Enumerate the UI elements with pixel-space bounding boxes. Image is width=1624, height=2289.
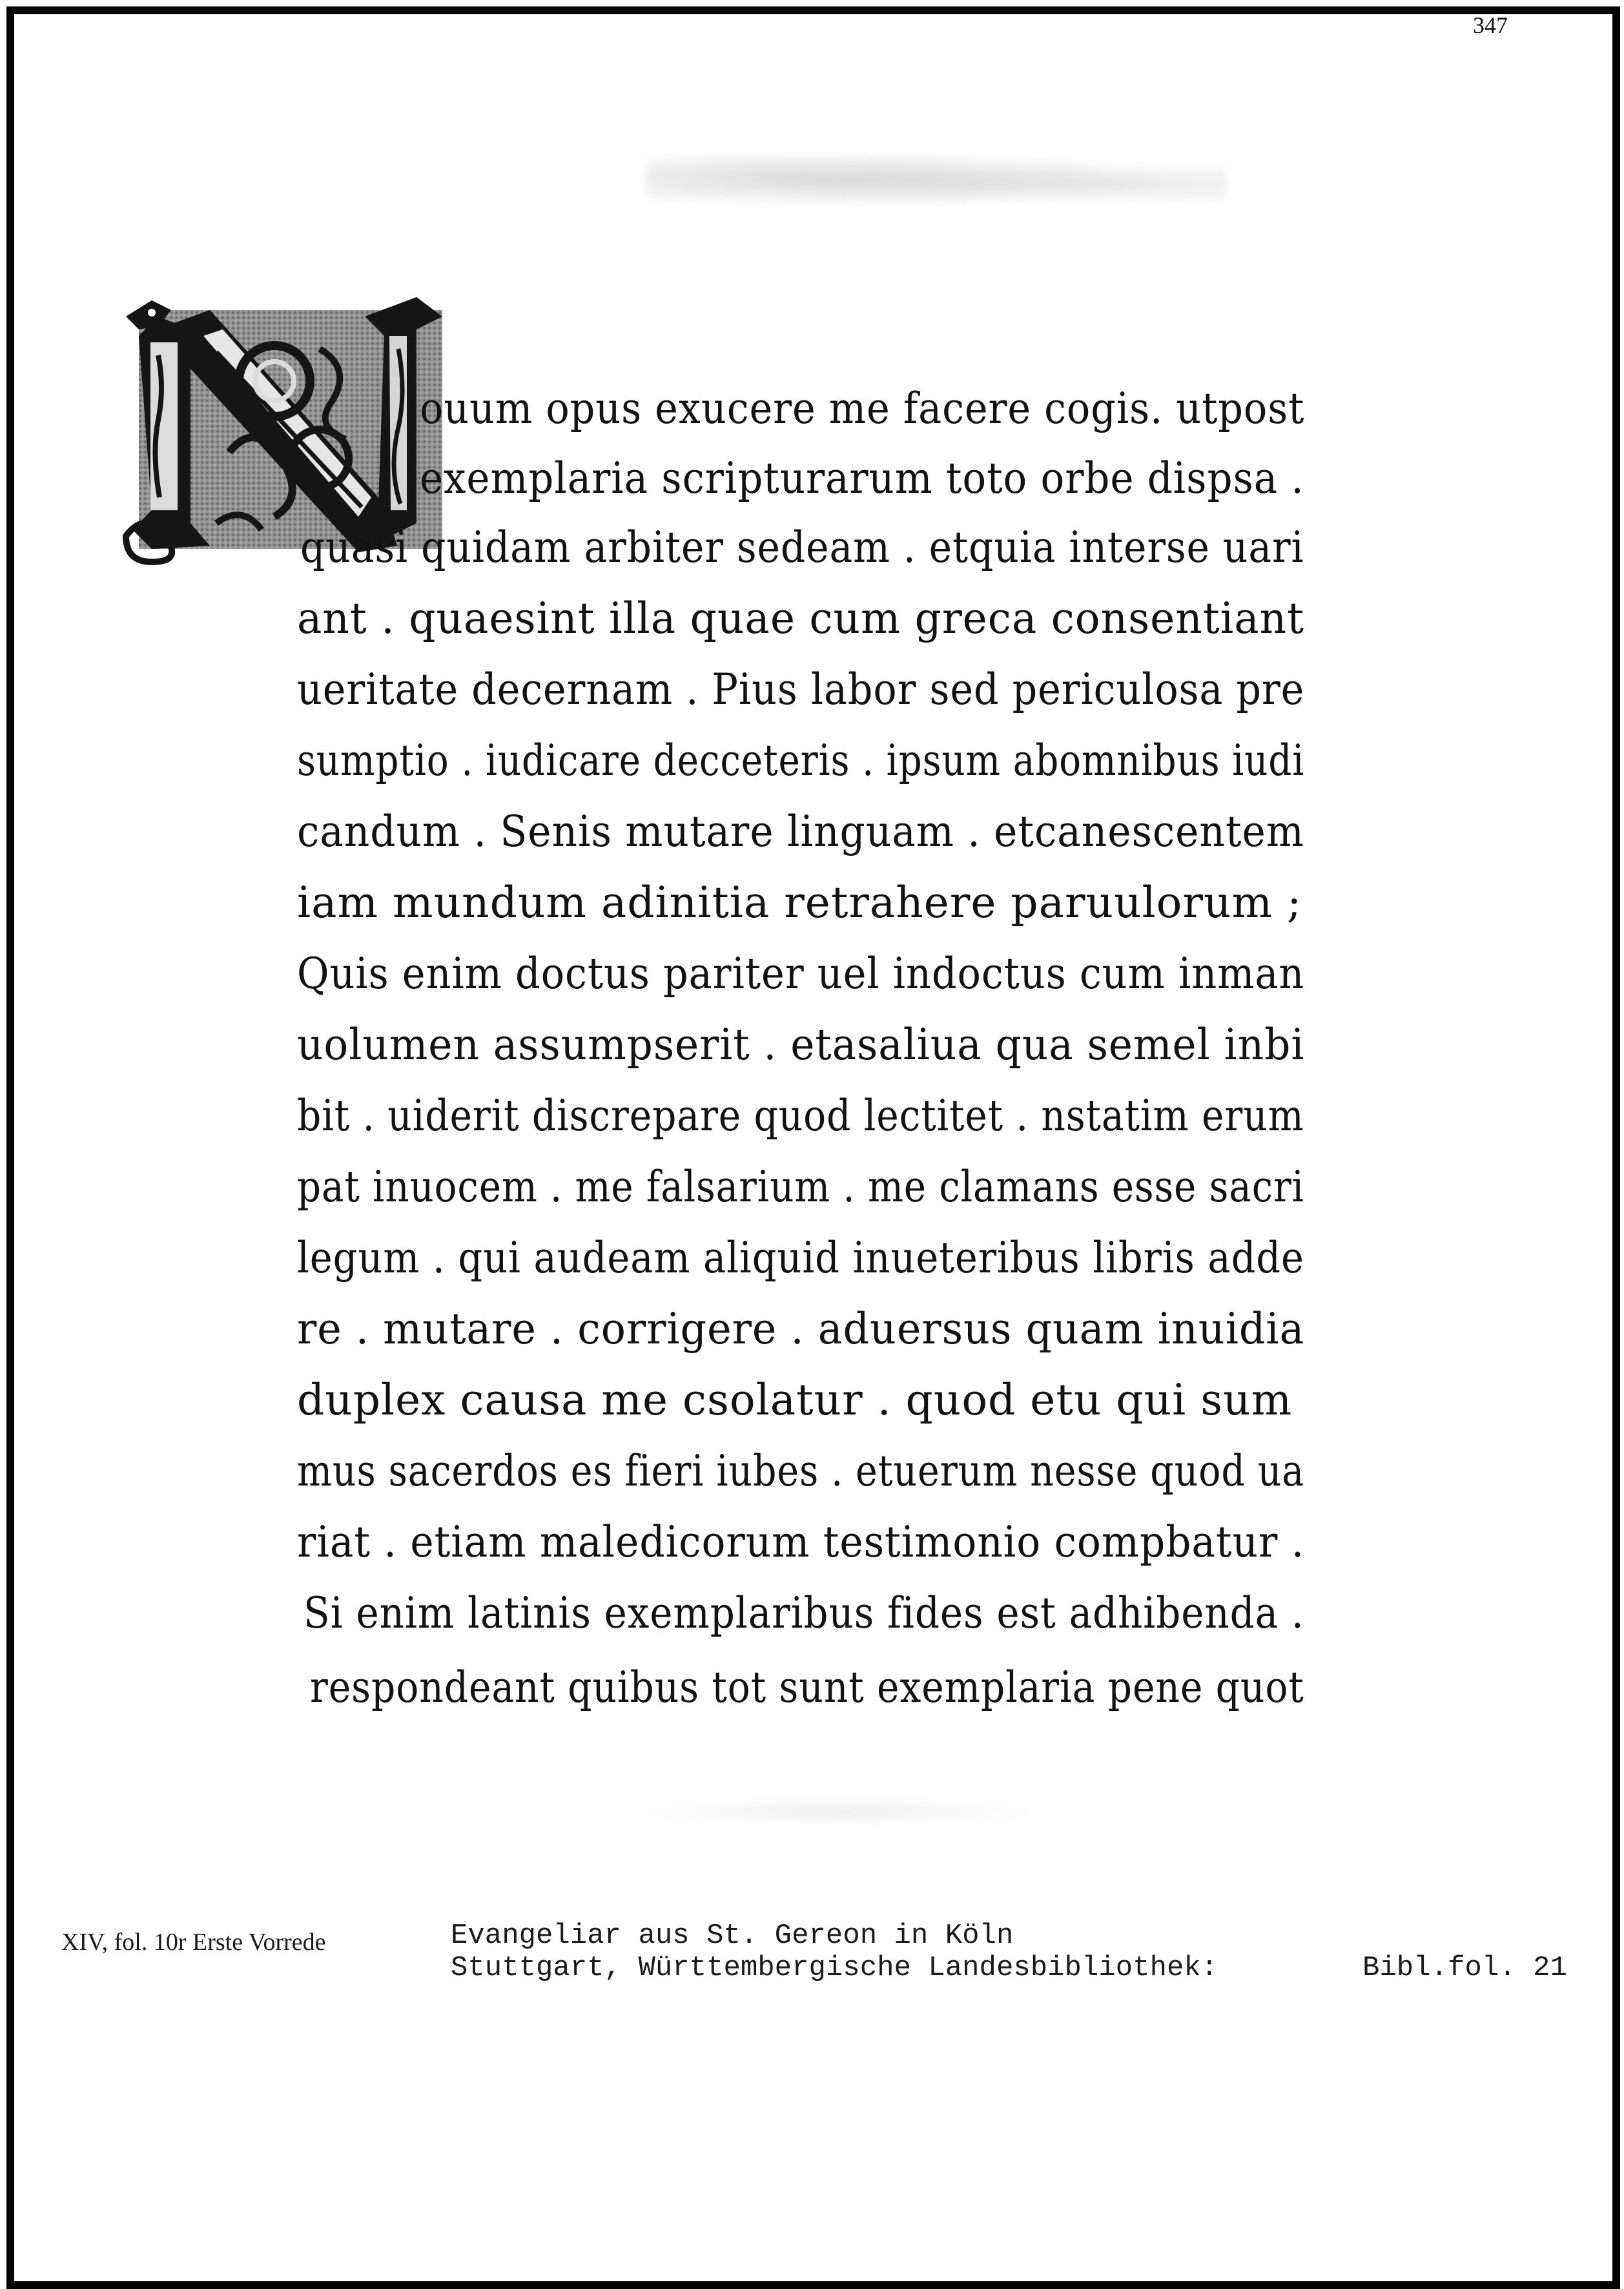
manuscript-line: uolumen assumpserit . etasaliua qua semel inbi (297, 1020, 1305, 1070)
manuscript-line: respondeant quibus tot sunt exemplaria pene quot (310, 1662, 1304, 1712)
manuscript-line: candum . Senis mutare linguam . etcanescentem (297, 807, 1304, 856)
folio-reference: XIV, fol. 10r Erste Vorrede (61, 1929, 326, 1956)
manuscript-line: ant . quaesint illa quae cum greca consentiant (297, 594, 1305, 643)
manuscript-line: mus sacerdos es fieri iubes . etuerum nesse quod ua (297, 1446, 1305, 1496)
scan-smudge-bottom (581, 1796, 1098, 1828)
manuscript-line: re . mutare . corrigere . aduersus quam inuidia (297, 1304, 1305, 1354)
manuscript-line: iam mundum adinitia retrahere paruulorum ; (297, 878, 1302, 927)
manuscript-line: Quis enim doctus pariter uel indoctus cum inman (297, 949, 1305, 999)
manuscript-line: bit . uiderit discrepare quod lectitet . nstatim erum (297, 1091, 1304, 1141)
caption-location: Stuttgart, Württembergische Landesbibliothek: (451, 1952, 1218, 1984)
manuscript-line: pat inuocem . me falsarium . me clamans esse sacri (297, 1162, 1304, 1212)
manuscript-line: quasi quidam arbiter sedeam . etquia interse uari (300, 523, 1304, 572)
manuscript-line: exemplaria scripturarum toto orbe dispsa . (420, 453, 1304, 503)
scan-smudge (646, 155, 1227, 213)
manuscript-line: duplex causa me csolatur . quod etu qui sum (297, 1375, 1293, 1425)
caption-shelfmark: Bibl.fol. 21 (1362, 1952, 1567, 1984)
manuscript-line: Si enim latinis exemplaribus fides est adhibenda . (303, 1588, 1304, 1638)
manuscript-line: legum . qui audeam aliquid inueteribus libris adde (297, 1233, 1304, 1283)
manuscript-line: ouum opus exucere me facere cogis. utpost (420, 384, 1305, 433)
caption-title: Evangeliar aus St. Gereon in Köln (451, 1920, 1014, 1952)
manuscript-line: sumptio . iudicare decceteris . ipsum abomnibus iudi (297, 736, 1305, 785)
manuscript-line: ueritate decernam . Pius labor sed periculosa pre (297, 665, 1305, 714)
page-number: 347 (1473, 12, 1508, 38)
manuscript-line: riat . etiam maledicorum testimonio compbatur . (297, 1517, 1305, 1567)
